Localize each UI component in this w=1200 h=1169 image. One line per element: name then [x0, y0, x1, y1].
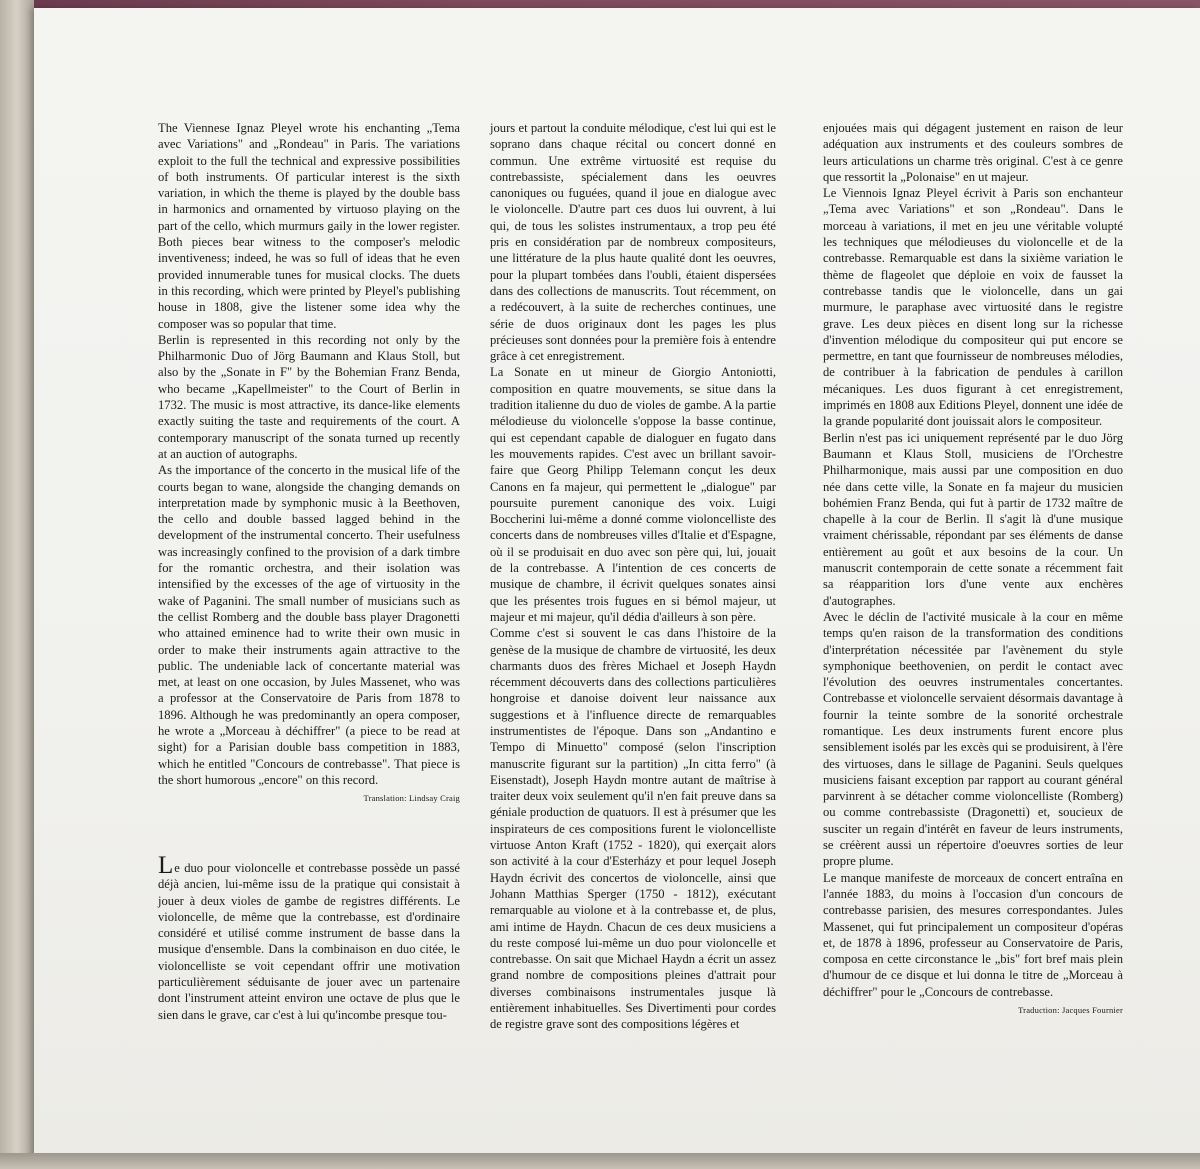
french-paragraph: Berlin n'est pas ici uniquement représenté par le duo Jörg Baumann et Klaus Stoll, musiciens de l'Orchestre Philharmonique, mais aussi par une composition en duo née dans cette ville, la Sonate en fa majeur du musicien bohémien Franz Benda, qui fut à partir de 1732 maître de chapelle à la cour de Berlin. Il s'agit là d'une musique vraiment chérissable, répondant par ses éléments de danse entièrement au goût et aux besoins de la cour. Un manuscrit contemporain de cette sonate a récemment fait sa réapparition lors d'une vente aux enchères d'autographes.	[823, 430, 1123, 608]
drop-cap: L	[158, 852, 174, 879]
french-paragraph: e duo pour violoncelle et contrebasse possède un passé déjà ancien, lui-même issu de la pratique qui consistait à jouer à deux violes de gambe de registres différents. Le violoncelle, de même que la contrebasse, est d'ordinaire considéré et utilisé comme instrument de basse dans la musique d'ensemble. Dans la combinaison en duo citée, le violoncelliste se voit cependant offrir une motivation particulièrement séduisante de jouer avec un partenaire dont l'instrument atteint environ une octave de plus que le sien dans le grave, car c'est à lui qu'incombe presque tou-	[158, 861, 460, 1022]
album-bottom-edge	[0, 1153, 1200, 1169]
french-paragraph: jours et partout la conduite mélodique, c'est lui qui est le soprano dans chaque récital ou concert donné en commun. Une extrême virtuosité est requise du contrebassiste, spécialement dans les oeuvres canoniques ou fuguées, quand il joue en dialogue avec le violoncelle. D'autre part ces duos lui ouvrent, à lui qui, de tous les solistes instrumentaux, a trop peu été pris en considération par de nombreux compositeurs, une littérature de la plus haute qualité dont les oeuvres, pour la plupart tombées dans l'oubli, étaient dispersées dans des collections de manuscrits. Tout récemment, on a redécouvert, à la suite de recherches continues, une série de duos originaux dont les pages les plus précieuses sont données pour la première fois à entendre grâce à cet enregistrement.	[490, 121, 776, 364]
french-paragraph: Avec le déclin de l'activité musicale à la cour en même temps qu'en raison de la transformation des conditions d'interprétation nécessitée par l'avènement du style symphonique beethovenien, on perdit le contact avec l'évolution des oeuvres instrumentales concertantes. Contrebasse et violoncelle servaient désormais davantage à fournir la teinte sombre de la sonorité orchestrale romantique. Les deux instruments furent encore plus sensiblement isolés par les excès qui se produisirent, à l'ère des virtuoses, dans le sillage de Paganini. Seuls quelques musiciens faisant exception par rapport au courant général parvinrent à se détacher comme violoncelliste (Romberg) ou comme contrebassiste (Dragonetti) et, soucieux de susciter un regain d'intérêt en faveur de leurs instruments, se créèrent aussi un répertoire d'oeuvres sorties de leur propre plume.	[823, 609, 1123, 869]
english-paragraph: As the importance of the concerto in the musical life of the courts began to wane, alongside the changing demands on interpretation made by symphonic music à la Beethoven, the cello and double bassed lagged behind in the development of the instrumental concerto. Their usefulness was increasingly confined to the provision of a dark timbre for the romantic orchestra, and their isolation was intensified by the excesses of the age of virtuosity in the wake of Paganini. The small number of musicians such as the cellist Romberg and the double bass player Dragonetti who attained eminence had to write their own music in order to make their instruments again attractive to the public. The undeniable lack of concertante material was met, at least on one occasion, by Jules Massenet, who was a professor at the Conservatoire de Paris from 1878 to 1896. Although he was predominantly an opera composer, he wrote a „Morceau à déchiffrer" (a piece to be read at sight) for a Parisian double bass competition in 1883, which he entitled "Concours de contrebasse". That piece is the short humorous „encore" on this record.	[158, 463, 460, 787]
french-notes-intro	[158, 852, 460, 1023]
french-paragraph: Le manque manifeste de morceaux de concert entraîna en l'année 1883, du moins à l'occasion d'un concours de contrebasse parisien, des mesures correspondantes. Jules Massenet, qui fut principalement un compositeur d'opéras et, de 1878 à 1896, professeur au Conservatoire de Paris, composa en cette circonstance le „bis" fort bref mais plein d'humour de ce disque et lui donna le titre de „Morceau à déchiffrer" pour le „Concours de contrebasse.	[823, 870, 1123, 999]
french-paragraph: Comme c'est si souvent le cas dans l'histoire de la genèse de la musique de chambre de virtuosité, les deux charmants duos des frères Michael et Joseph Haydn récemment découverts dans des collections particulières hongroise et danoise doivent leur naissance aux suggestions et à l'influence directe de remarquables instrumentistes de l'époque. Dans son „Andantino e Tempo di Minuetto" composé (selon l'inscription manuscrite figurant sur la partition) „In citta ferro" (à Eisenstadt), Joseph Haydn montre autant de maîtrise à traiter deux voix seulement qu'il n'en fait preuve dans sa géniale production de quatuors. Il est à présumer que les inspirateurs de ces compositions furent le violoncelliste virtuose Anton Kraft (1752 - 1820), qui exerçait alors son activité à la cour d'Esterházy et pour lequel Joseph Haydn écrivit des concertos de violoncelle, ainsi que Johann Matthias Sperger (1750 - 1812), exécutant remarquable au violone et à la contrebasse et, de plus, ami intime de Haydn. Chacun de ces deux musiciens a du reste composé lui-même un duo pour violoncelle et contrebasse. On sait que Michael Haydn a écrit un assez grand nombre de compositions pleines d'attrait pour diverses combinaisons instrumentales jusque là entièrement inhabituelles. Ses Divertimenti pour cordes de registre grave sont des compositions légères et	[490, 626, 776, 1032]
album-cover-edge	[0, 0, 34, 1169]
french-notes-column-2	[490, 120, 776, 1033]
french-paragraph: enjouées mais qui dégagent justement en raison de leur adéquation aux instruments et des couleurs sombres de leurs articulations un charme très original. C'est à ce genre que ressortit la „Polonaise" en ut majeur.	[823, 121, 1123, 184]
english-notes-column	[158, 120, 460, 806]
english-paragraph: The Viennese Ignaz Pleyel wrote his enchanting „Tema avec Variations" and „Rondeau" in Paris. The variations exploit to the full the technical and expressive possibilities of both instruments. Of particular interest is the sixth variation, in which the theme is played by the double bass in harmonics and ornamented by virtuoso playing on the part of the cello, which murmurs gaily in the lower register. Both pieces bear witness to the composer's melodic inventiveness; indeed, he was so full of ideas that he even provided innumerable tunes for musical clocks. The duets in this recording, which were printed by Pleyel's publishing house in 1808, give the listener some idea why the composer was so popular that time.	[158, 121, 460, 331]
french-paragraph: Le Viennois Ignaz Pleyel écrivit à Paris son enchanteur „Tema avec Variations" et son „Rondeau". Dans le morceau à variations, il met en jeu une véritable volupté les techniques que mélodieuses du violoncelle et de la contrebasse. Remarquable est dans la sixième variation le thème de flageolet que déploie en voix de fausset la contrebasse tandis que le violoncelle, dans un gai murmure, le paraphase avec virtuosité dans le registre grave. Les deux pièces en disent long sur la richesse d'invention mélodique du compositeur qui put encore se permettre, en tant que fournisseur de nombreuses mélodies, de contribuer à la fabrication de pendules à carillon mécaniques. Les duos figurant à cet enregistrement, imprimés en 1808 aux Editions Pleyel, donnent une idée de la grande popularité dont jouissait alors le compositeur.	[823, 186, 1123, 429]
french-paragraph: La Sonate en ut mineur de Giorgio Antoniotti, composition en quatre mouvements, se situe dans la tradition italienne du duo de violes de gambe. A la partie mélodieuse du violoncelle s'oppose la basse continue, qui est cependant capable de dialoguer en fugato dans les mouvements rapides. C'est avec un brillant savoir-faire que Georg Philipp Telemann conçut les deux Canons en fa majeur, qui permettent le „dialogue" par poursuite purement canonique des voix. Luigi Boccherini lui-même a donné comme violoncelliste des concerts dans de nombreuses villes d'Italie et d'Espagne, où il se produisait en duo avec son père qui, lui, jouait de la contrebasse. A l'intention de ces concerts de musique de chambre, il écrivit quelques sonates ainsi que les présentes trois fugues en si bémol majeur, ut majeur et mi majeur, qu'il dédia d'ailleurs à son père.	[490, 365, 776, 624]
english-paragraph: Berlin is represented in this recording not only by the Philharmonic Duo of Jörg Baumann and Klaus Stoll, but also by the „Sonate in F" by the Bohemian Franz Benda, who became „Kapellmeister" to the Court of Berlin in 1732. The music is most attractive, its dance-like elements exactly suiting the taste and requirements of the court. A contemporary manuscript of the sonata turned up recently at an auction of autographs.	[158, 332, 460, 461]
translator-credit: Translation: Lindsay Craig	[363, 793, 460, 804]
french-notes-column-3	[823, 120, 1123, 1018]
translator-credit: Traduction: Jacques Fournier	[1018, 1005, 1123, 1016]
